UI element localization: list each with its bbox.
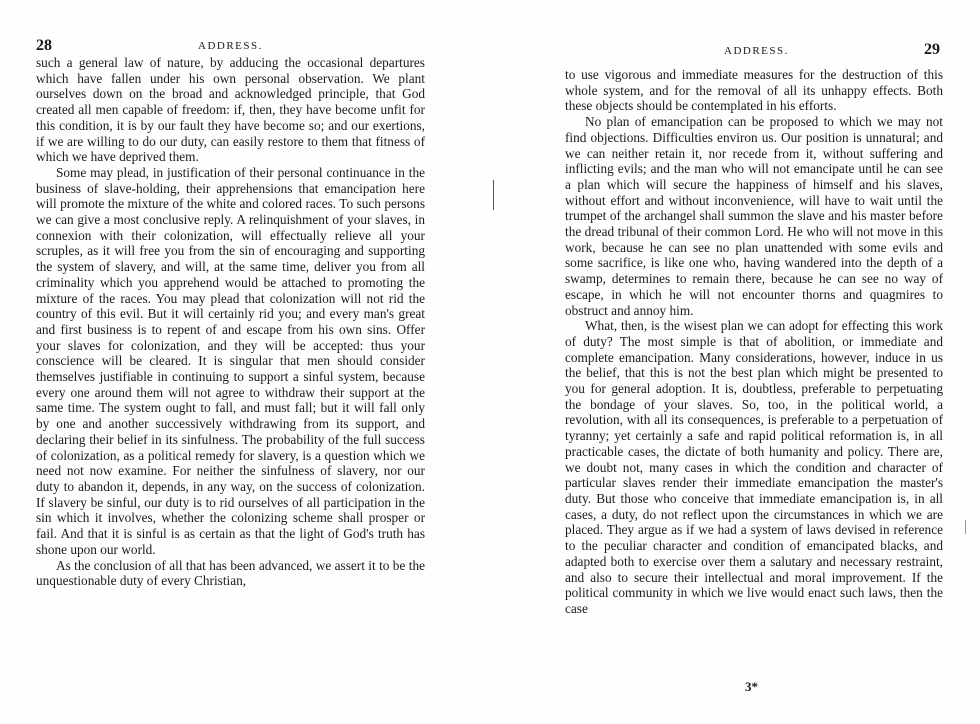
signature-mark: 3*: [745, 679, 758, 694]
page-number: 28: [36, 37, 52, 54]
running-head: ADDRESS.: [724, 45, 789, 57]
body-text: [565, 67, 943, 617]
paragraph: to use vigorous and immediate measures for the destruction of this whole system, and for the removal of all its unhappy effects. Both these objects should be contemplated in his efforts.: [565, 67, 943, 114]
paragraph: As the conclusion of all that has been advanced, we assert it to be the unquestionable duty of every Christian,: [36, 557, 425, 589]
paragraph: Some may plead, in justification of their personal continuance in the business of slave-holding, their apprehensions that emancipation here will promote the mixture of the white and colored races. To such persons we can give a most conclusive reply. A relinquishment of your slaves, in connexion with their colonization, will effectually relieve all your scruples, as it will free you from the sin of encouraging and supporting the system of slavery, and will, at the same time, deliver you from all criminality which you apprehend would be attached to promoting the mixture of the races. You may plead that colonization will not rid the country of this evil. But it will certainly rid you; and every man's great and first business is to repent of and escape from his own sins. Offer your slaves for colonization, and they will be accepted: thus your conscience will be cleared. It is singular that men should consider themselves justifiable in continuing to support a sinful system, because every one around them will not agree to withdraw their support at the same time. The system ought to fall, and must fall; but it will fall only by one and another successively withdrawing from its support, and declaring their belief in its sinfulness. The probability of the full success of colonization, as a political remedy for slavery, is a question which we need not now examine. For neither the sinfulness of slavery, nor our duty to abandon it, depends, in any way, on the success of colonization. If slavery be sinful, our duty is to rid ourselves of all participation in the sin which it involves, whether the colonizing scheme shall prosper or fail. And that it is sinful is as certain as that the light of God's truth has shone upon our world.: [36, 164, 425, 557]
paragraph: such a general law of nature, by adducing the occasional departures which have fallen under his own personal observation. We plant ourselves down on the broad and acknowledged principle, that God created all men capable of freedom: if, then, they have become unfit for this condition, it is by our fault they have become so; and our exertions, if we are willing to do our duty, can easily restore to them that fitness of which we have deprived them.: [36, 55, 425, 165]
paragraph: No plan of emancipation can be proposed to which we may not find objections. Difficulties environ us. Our position is unnatural; and we can neither retain it, nor recede from it, without suffering and inflicting evils; and the man who will not emancipate until he can see a plan which will secure the happiness of himself and his slaves, without effort and without inconvenience, will have to wait until the trumpet of the archangel shall summon the slave and his master before the dread tribunal of their common Lord. He who will not move in this work, because he can see no plan unattended with some evils and some sacrifice, is like one who, having wandered into the depth of a swamp, determines to remain there, because he can see no way of escape, in which he will not encounter thorns and quagmires to obstruct and annoy him.: [565, 114, 943, 318]
body-text: [36, 55, 425, 589]
right-page: [490, 0, 980, 724]
page-edge-mark: [965, 520, 966, 534]
running-head: ADDRESS.: [198, 40, 263, 52]
page-number: 29: [924, 41, 940, 58]
paragraph: What, then, is the wisest plan we can adopt for effecting this work of duty? The most simple is that of abolition, or immediate and complete emancipation. Many considerations, however, induce in us the belief, that this is not the best plan which might be presented to you for general adoption. It is, doubtless, preferable to perpetuating the bondage of your slaves. So, too, in the political world, a revolution, with all its consequences, is preferable to a perpetuation of tyranny; yet certainly a safe and rapid political reformation is, in all practicable cases, the dictate of both humanity and policy. There are, we doubt not, many cases in which the condition and character of particular slaves render their immediate emancipation the master's duty. But those who conceive that immediate emancipation is, in all cases, a duty, do not reflect upon the circumstances in which we are placed. They argue as if we had a system of laws devised in reference to the peculiar character and condition of emancipated blacks, and adapted both to exercise over them a salutary and necessary restraint, and also to secure their intellectual and moral improvement. If the political community in which we live would enact such laws, then the case: [565, 318, 943, 616]
